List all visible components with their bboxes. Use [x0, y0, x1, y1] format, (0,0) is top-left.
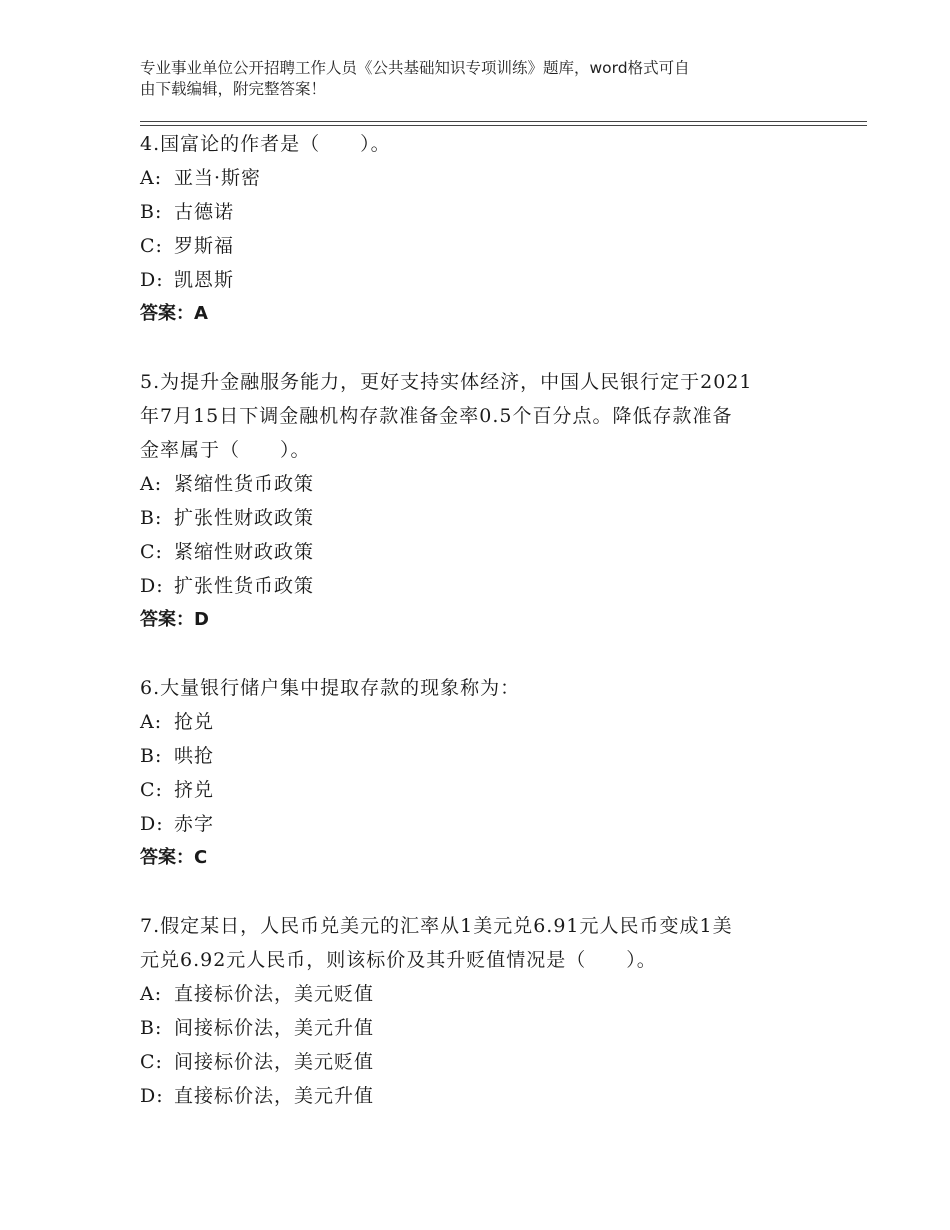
header-rule-bottom	[140, 125, 867, 126]
option-text: 直接标价法，美元贬值	[174, 983, 375, 1005]
question-7	[140, 909, 810, 1113]
option-key: B:	[140, 201, 163, 223]
option-text: 扩张性货币政策	[174, 575, 315, 597]
question-4	[140, 127, 810, 331]
header-line-1: 专业事业单位公开招聘工作人员《公共基础知识专项训练》题库，word格式可自	[140, 59, 690, 77]
document-header	[140, 58, 810, 100]
option-key: B:	[140, 745, 163, 767]
question-stem: 6.大量银行储户集中提取存款的现象称为：	[140, 677, 521, 699]
option-text: 扩张性财政政策	[174, 507, 315, 529]
option-d	[140, 1079, 810, 1113]
option-b	[140, 195, 810, 229]
option-c	[140, 229, 810, 263]
question-stem-line-1: 5.为提升金融服务能力，更好支持实体经济，中国人民银行定于2021	[140, 371, 753, 393]
option-text: 紧缩性货币政策	[174, 473, 315, 495]
option-key: C:	[140, 1051, 163, 1073]
option-d	[140, 807, 810, 841]
option-a	[140, 977, 810, 1011]
option-text: 哄抢	[174, 745, 215, 767]
answer-label: 答案：D	[140, 609, 209, 630]
option-key: B:	[140, 507, 163, 529]
header-rule-top	[140, 121, 867, 122]
question-stem: 4.国富论的作者是（ ）。	[140, 133, 391, 155]
option-b	[140, 739, 810, 773]
option-b	[140, 1011, 810, 1045]
option-text: 亚当·斯密	[174, 167, 262, 189]
option-key: D:	[140, 813, 164, 835]
option-a	[140, 705, 810, 739]
question-stem-line-2: 年7月15日下调金融机构存款准备金率0.5个百分点。降低存款准备	[140, 405, 733, 427]
option-key: A:	[140, 711, 163, 733]
option-key: C:	[140, 235, 163, 257]
option-b	[140, 501, 810, 535]
option-key: D:	[140, 269, 164, 291]
option-d	[140, 263, 810, 297]
option-text: 挤兑	[174, 779, 215, 801]
header-line-2: 由下载编辑，附完整答案！	[140, 80, 327, 98]
question-spacer	[140, 331, 810, 365]
question-list	[140, 127, 810, 1113]
option-key: C:	[140, 779, 163, 801]
option-key: A:	[140, 167, 163, 189]
question-spacer	[140, 875, 810, 909]
option-text: 赤字	[174, 813, 215, 835]
answer-label: 答案：C	[140, 847, 208, 868]
option-key: C:	[140, 541, 163, 563]
option-key: D:	[140, 1085, 164, 1107]
option-c	[140, 535, 810, 569]
option-text: 古德诺	[174, 201, 235, 223]
option-text: 罗斯福	[174, 235, 235, 257]
option-a	[140, 161, 810, 195]
option-text: 直接标价法，美元升值	[174, 1085, 375, 1107]
option-key: A:	[140, 473, 163, 495]
question-stem-line-1: 7.假定某日，人民币兑美元的汇率从1美元兑6.91元人民币变成1美	[140, 915, 733, 937]
question-stem-line-2: 元兑6.92元人民币，则该标价及其升贬值情况是（ ）。	[140, 949, 657, 971]
question-5	[140, 365, 810, 637]
answer-label: 答案：A	[140, 303, 208, 324]
option-c	[140, 1045, 810, 1079]
option-text: 抢兑	[174, 711, 215, 733]
option-d	[140, 569, 810, 603]
option-text: 紧缩性财政政策	[174, 541, 315, 563]
option-a	[140, 467, 810, 501]
option-c	[140, 773, 810, 807]
option-key: D:	[140, 575, 164, 597]
option-key: B:	[140, 1017, 163, 1039]
question-6	[140, 671, 810, 875]
option-text: 间接标价法，美元升值	[174, 1017, 375, 1039]
question-spacer	[140, 637, 810, 671]
question-stem-line-3: 金率属于（ ）。	[140, 439, 311, 461]
option-text: 间接标价法，美元贬值	[174, 1051, 375, 1073]
option-text: 凯恩斯	[174, 269, 235, 291]
option-key: A:	[140, 983, 163, 1005]
